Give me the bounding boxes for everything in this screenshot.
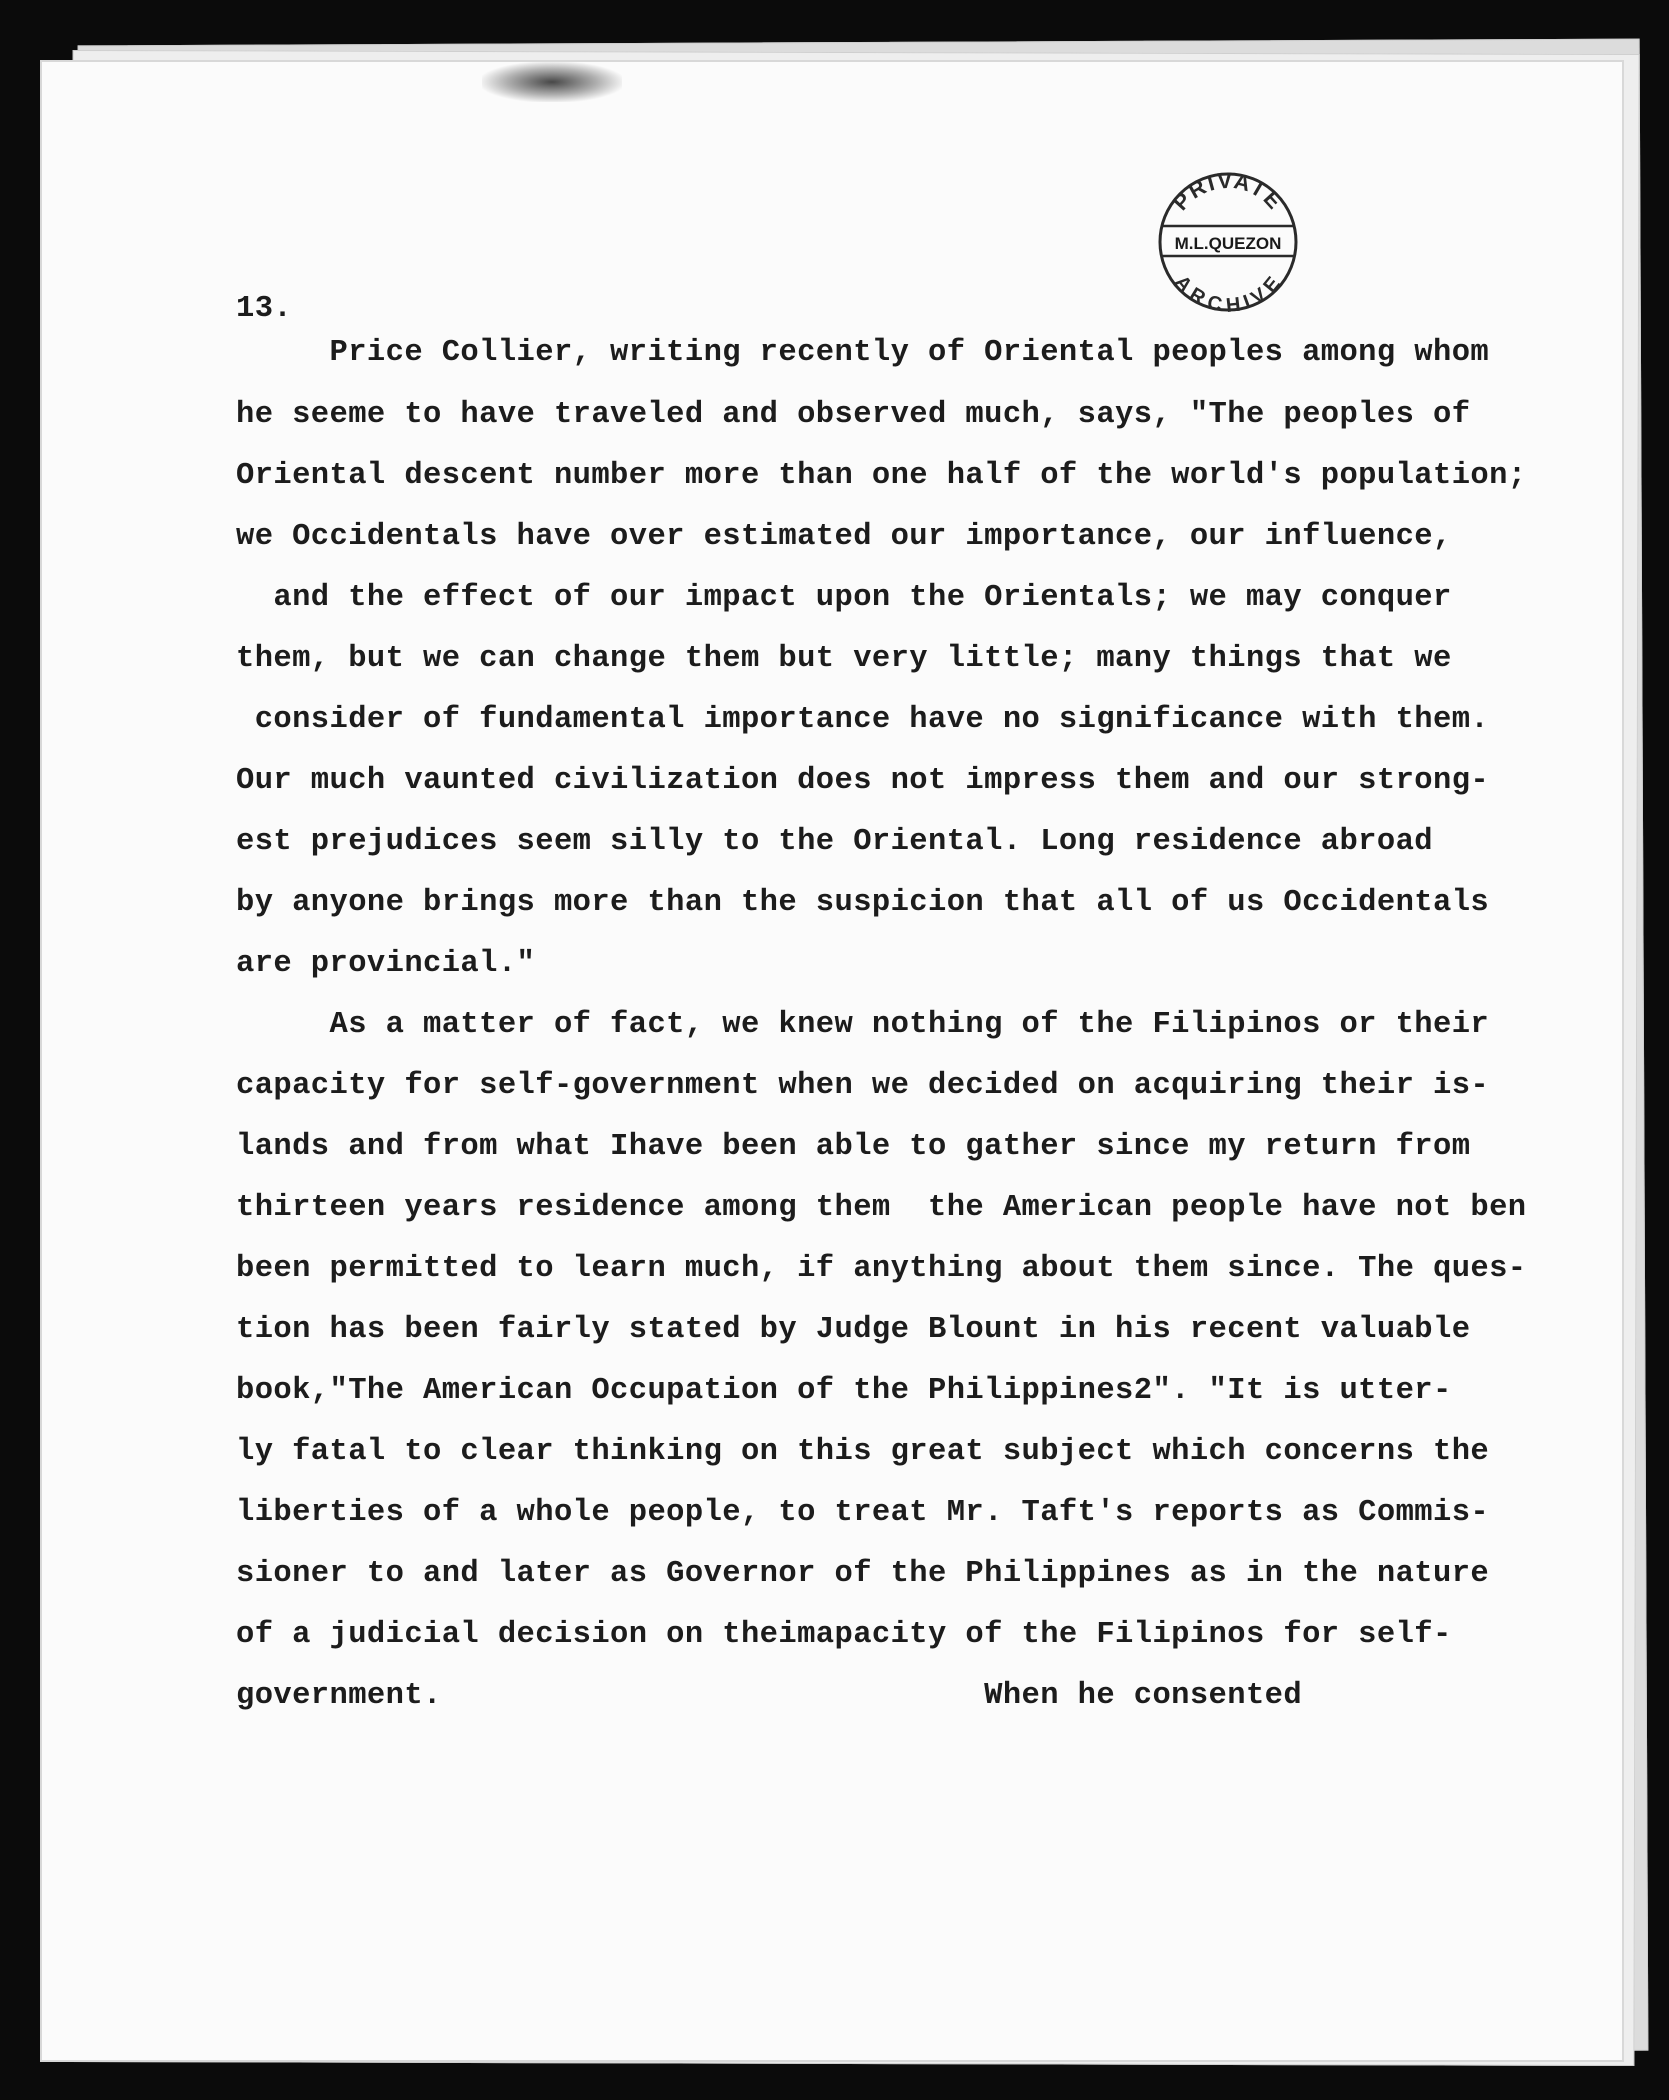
text-line: thirteen years residence among them the American people have not ben <box>236 1191 1527 1225</box>
text-line: As a matter of fact, we knew nothing of the Filipinos or their <box>236 1008 1490 1042</box>
text-line: lands and from what Ihave been able to gather since my return from <box>236 1130 1471 1164</box>
stamp-top-text: PRIVATE <box>1167 170 1289 216</box>
text-line: book,"The American Occupation of the Philippines2". "It is utter- <box>236 1374 1452 1408</box>
text-line: are provincial." <box>236 947 536 981</box>
text-line: Oriental descent number more than one half of the world's population; <box>236 459 1527 493</box>
ink-smudge <box>482 62 622 102</box>
text-line: tion has been fairly stated by Judge Blount in his recent valuable <box>236 1313 1471 1347</box>
svg-text:ARCHIVE <box>1170 271 1286 314</box>
text-line: liberties of a whole people, to treat Mr. Taft's reports as Commis- <box>236 1496 1490 1530</box>
text-line: ly fatal to clear thinking on this great subject which concerns the <box>236 1435 1490 1469</box>
text-line: capacity for self-government when we decided on acquiring their is- <box>236 1069 1490 1103</box>
svg-text:PRIVATE <box>1168 170 1288 215</box>
text-line: Price Collier, writing recently of Oriental peoples among whom <box>236 336 1490 370</box>
text-line: Our much vaunted civilization does not impress them and our strong- <box>236 764 1490 798</box>
page-number: 13. <box>236 292 293 326</box>
typed-page <box>42 62 1622 2060</box>
text-line: we Occidentals have over estimated our importance, our influence, <box>236 520 1452 554</box>
text-line: consider of fundamental importance have no significance with them. <box>236 703 1490 737</box>
text-line: sioner to and later as Governor of the Philippines as in the nature <box>236 1557 1490 1591</box>
text-line: been permitted to learn much, if anything about them since. The ques- <box>236 1252 1527 1286</box>
text-line: of a judicial decision on theimapacity of the Filipinos for self- <box>236 1618 1452 1652</box>
text-line: by anyone brings more than the suspicion that all of us Occidentals <box>236 886 1490 920</box>
text-line: est prejudices seem silly to the Oriental. Long residence abroad <box>236 825 1433 859</box>
archive-stamp <box>1156 170 1300 314</box>
stamp-bottom-text: ARCHIVE <box>1169 271 1287 314</box>
stamp-center-text: M.L.QUEZON <box>1174 234 1282 253</box>
text-line: he seeme to have traveled and observed much, says, "The peoples of <box>236 398 1471 432</box>
text-line: government. When he consented <box>236 1679 1303 1713</box>
text-line: and the effect of our impact upon the Orientals; we may conquer <box>236 581 1452 615</box>
text-line: them, but we can change them but very little; many things that we <box>236 642 1452 676</box>
